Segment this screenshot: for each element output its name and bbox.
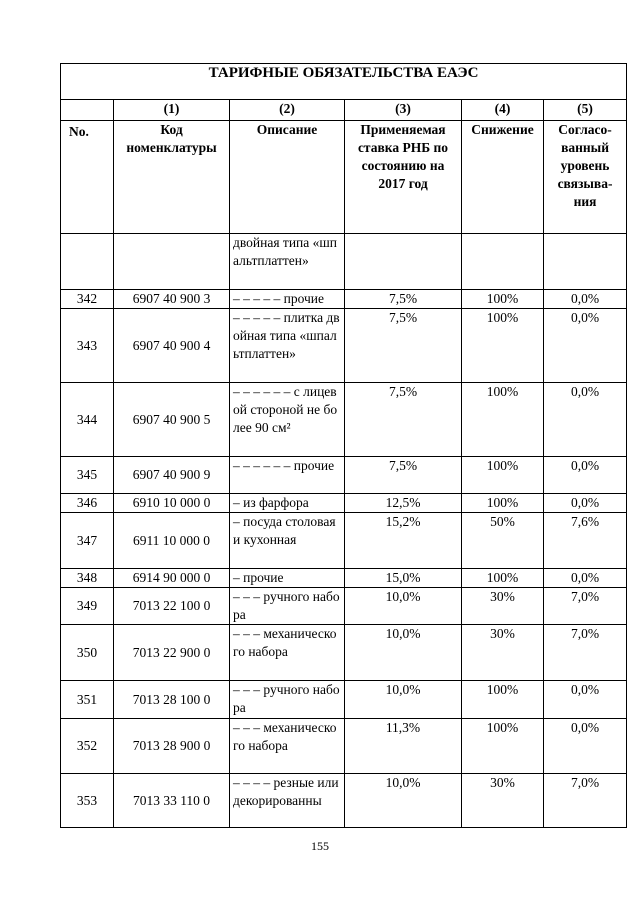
row-bound: 0,0% [544, 290, 627, 309]
row-reduction [462, 234, 544, 290]
row-reduction: 100% [462, 569, 544, 588]
row-description: – – – механического набора [230, 625, 345, 681]
row-reduction: 100% [462, 494, 544, 513]
column-number-4: (4) [462, 100, 544, 121]
row-bound: 7,0% [544, 588, 627, 625]
row-number: 350 [61, 625, 114, 681]
table-row [61, 774, 627, 828]
row-number: 352 [61, 719, 114, 774]
row-reduction: 100% [462, 309, 544, 383]
row-description: двойная типа «шпальтплаттен» [230, 234, 345, 290]
table-row [61, 588, 627, 625]
row-description: – из фарфора [230, 494, 345, 513]
row-bound: 7,6% [544, 513, 627, 569]
row-bound: 0,0% [544, 719, 627, 774]
row-code: 7013 33 110 0 [114, 774, 230, 828]
row-description: – – – – резные или декорированны [230, 774, 345, 828]
row-rate: 7,5% [345, 290, 462, 309]
row-description: – – – – – – прочие [230, 457, 345, 494]
row-bound: 0,0% [544, 569, 627, 588]
row-code: 6907 40 900 5 [114, 383, 230, 457]
row-bound [544, 234, 627, 290]
row-description: – – – – – – с лицевой стороной не более 90 см² [230, 383, 345, 457]
column-number-row [61, 100, 627, 121]
row-number: 343 [61, 309, 114, 383]
row-code: 7013 28 900 0 [114, 719, 230, 774]
row-rate: 15,0% [345, 569, 462, 588]
row-rate: 7,5% [345, 309, 462, 383]
row-number: 342 [61, 290, 114, 309]
row-reduction: 100% [462, 290, 544, 309]
row-rate: 10,0% [345, 681, 462, 719]
row-code: 6907 40 900 9 [114, 457, 230, 494]
row-rate: 10,0% [345, 774, 462, 828]
row-description: – – – – – плитка двойная типа «шпальтплаттен» [230, 309, 345, 383]
table-row [61, 383, 627, 457]
table-title: ТАРИФНЫЕ ОБЯЗАТЕЛЬСТВА ЕАЭС [61, 64, 627, 100]
row-rate: 15,2% [345, 513, 462, 569]
row-reduction: 30% [462, 588, 544, 625]
row-reduction: 100% [462, 383, 544, 457]
table-row [61, 719, 627, 774]
row-description: – прочие [230, 569, 345, 588]
table-row [61, 494, 627, 513]
row-description: – посуда столовая и кухонная [230, 513, 345, 569]
row-bound: 0,0% [544, 457, 627, 494]
row-rate: 11,3% [345, 719, 462, 774]
row-bound: 7,0% [544, 625, 627, 681]
row-reduction: 50% [462, 513, 544, 569]
column-number-empty [61, 100, 114, 121]
row-reduction: 30% [462, 625, 544, 681]
row-reduction: 100% [462, 457, 544, 494]
row-number: 347 [61, 513, 114, 569]
row-bound: 0,0% [544, 494, 627, 513]
row-rate: 10,0% [345, 625, 462, 681]
row-number: 351 [61, 681, 114, 719]
row-code: 7013 28 100 0 [114, 681, 230, 719]
column-number-1: (1) [114, 100, 230, 121]
row-number: 345 [61, 457, 114, 494]
column-number-3: (3) [345, 100, 462, 121]
row-code: 6914 90 000 0 [114, 569, 230, 588]
table-row [61, 234, 627, 290]
row-description: – – – ручного набора [230, 681, 345, 719]
table-row [61, 625, 627, 681]
row-code: 6907 40 900 4 [114, 309, 230, 383]
row-code: 7013 22 900 0 [114, 625, 230, 681]
row-reduction: 100% [462, 719, 544, 774]
table-row [61, 569, 627, 588]
header-reduction: Снижение [462, 121, 544, 234]
row-reduction: 30% [462, 774, 544, 828]
header-description: Описание [230, 121, 345, 234]
row-description: – – – – – прочие [230, 290, 345, 309]
column-number-2: (2) [230, 100, 345, 121]
row-reduction: 100% [462, 681, 544, 719]
page-number: 155 [311, 839, 329, 853]
table-row [61, 309, 627, 383]
table-row [61, 457, 627, 494]
row-number: 344 [61, 383, 114, 457]
title-row [61, 64, 627, 100]
row-number: 346 [61, 494, 114, 513]
header-bound: Согласо-ванный уровень связыва-ния [544, 121, 627, 234]
row-code: 6911 10 000 0 [114, 513, 230, 569]
row-bound: 0,0% [544, 309, 627, 383]
row-description: – – – ручного набора [230, 588, 345, 625]
row-number [61, 234, 114, 290]
row-rate: 12,5% [345, 494, 462, 513]
row-code: 6907 40 900 3 [114, 290, 230, 309]
row-description: – – – механического набора [230, 719, 345, 774]
row-bound: 7,0% [544, 774, 627, 828]
table-row [61, 513, 627, 569]
table-row [61, 290, 627, 309]
row-code [114, 234, 230, 290]
row-bound: 0,0% [544, 681, 627, 719]
row-number: 353 [61, 774, 114, 828]
row-rate: 10,0% [345, 588, 462, 625]
row-number: 348 [61, 569, 114, 588]
row-number: 349 [61, 588, 114, 625]
column-number-5: (5) [544, 100, 627, 121]
row-code: 6910 10 000 0 [114, 494, 230, 513]
tariff-table [60, 63, 627, 828]
header-rate: Применяемая ставка РНБ по состоянию на 2017 год [345, 121, 462, 234]
row-rate [345, 234, 462, 290]
header-code: Код номенклатуры [114, 121, 230, 234]
row-bound: 0,0% [544, 383, 627, 457]
header-row [61, 121, 627, 234]
row-code: 7013 22 100 0 [114, 588, 230, 625]
header-no: No. [61, 121, 114, 234]
table-row [61, 681, 627, 719]
row-rate: 7,5% [345, 457, 462, 494]
row-rate: 7,5% [345, 383, 462, 457]
